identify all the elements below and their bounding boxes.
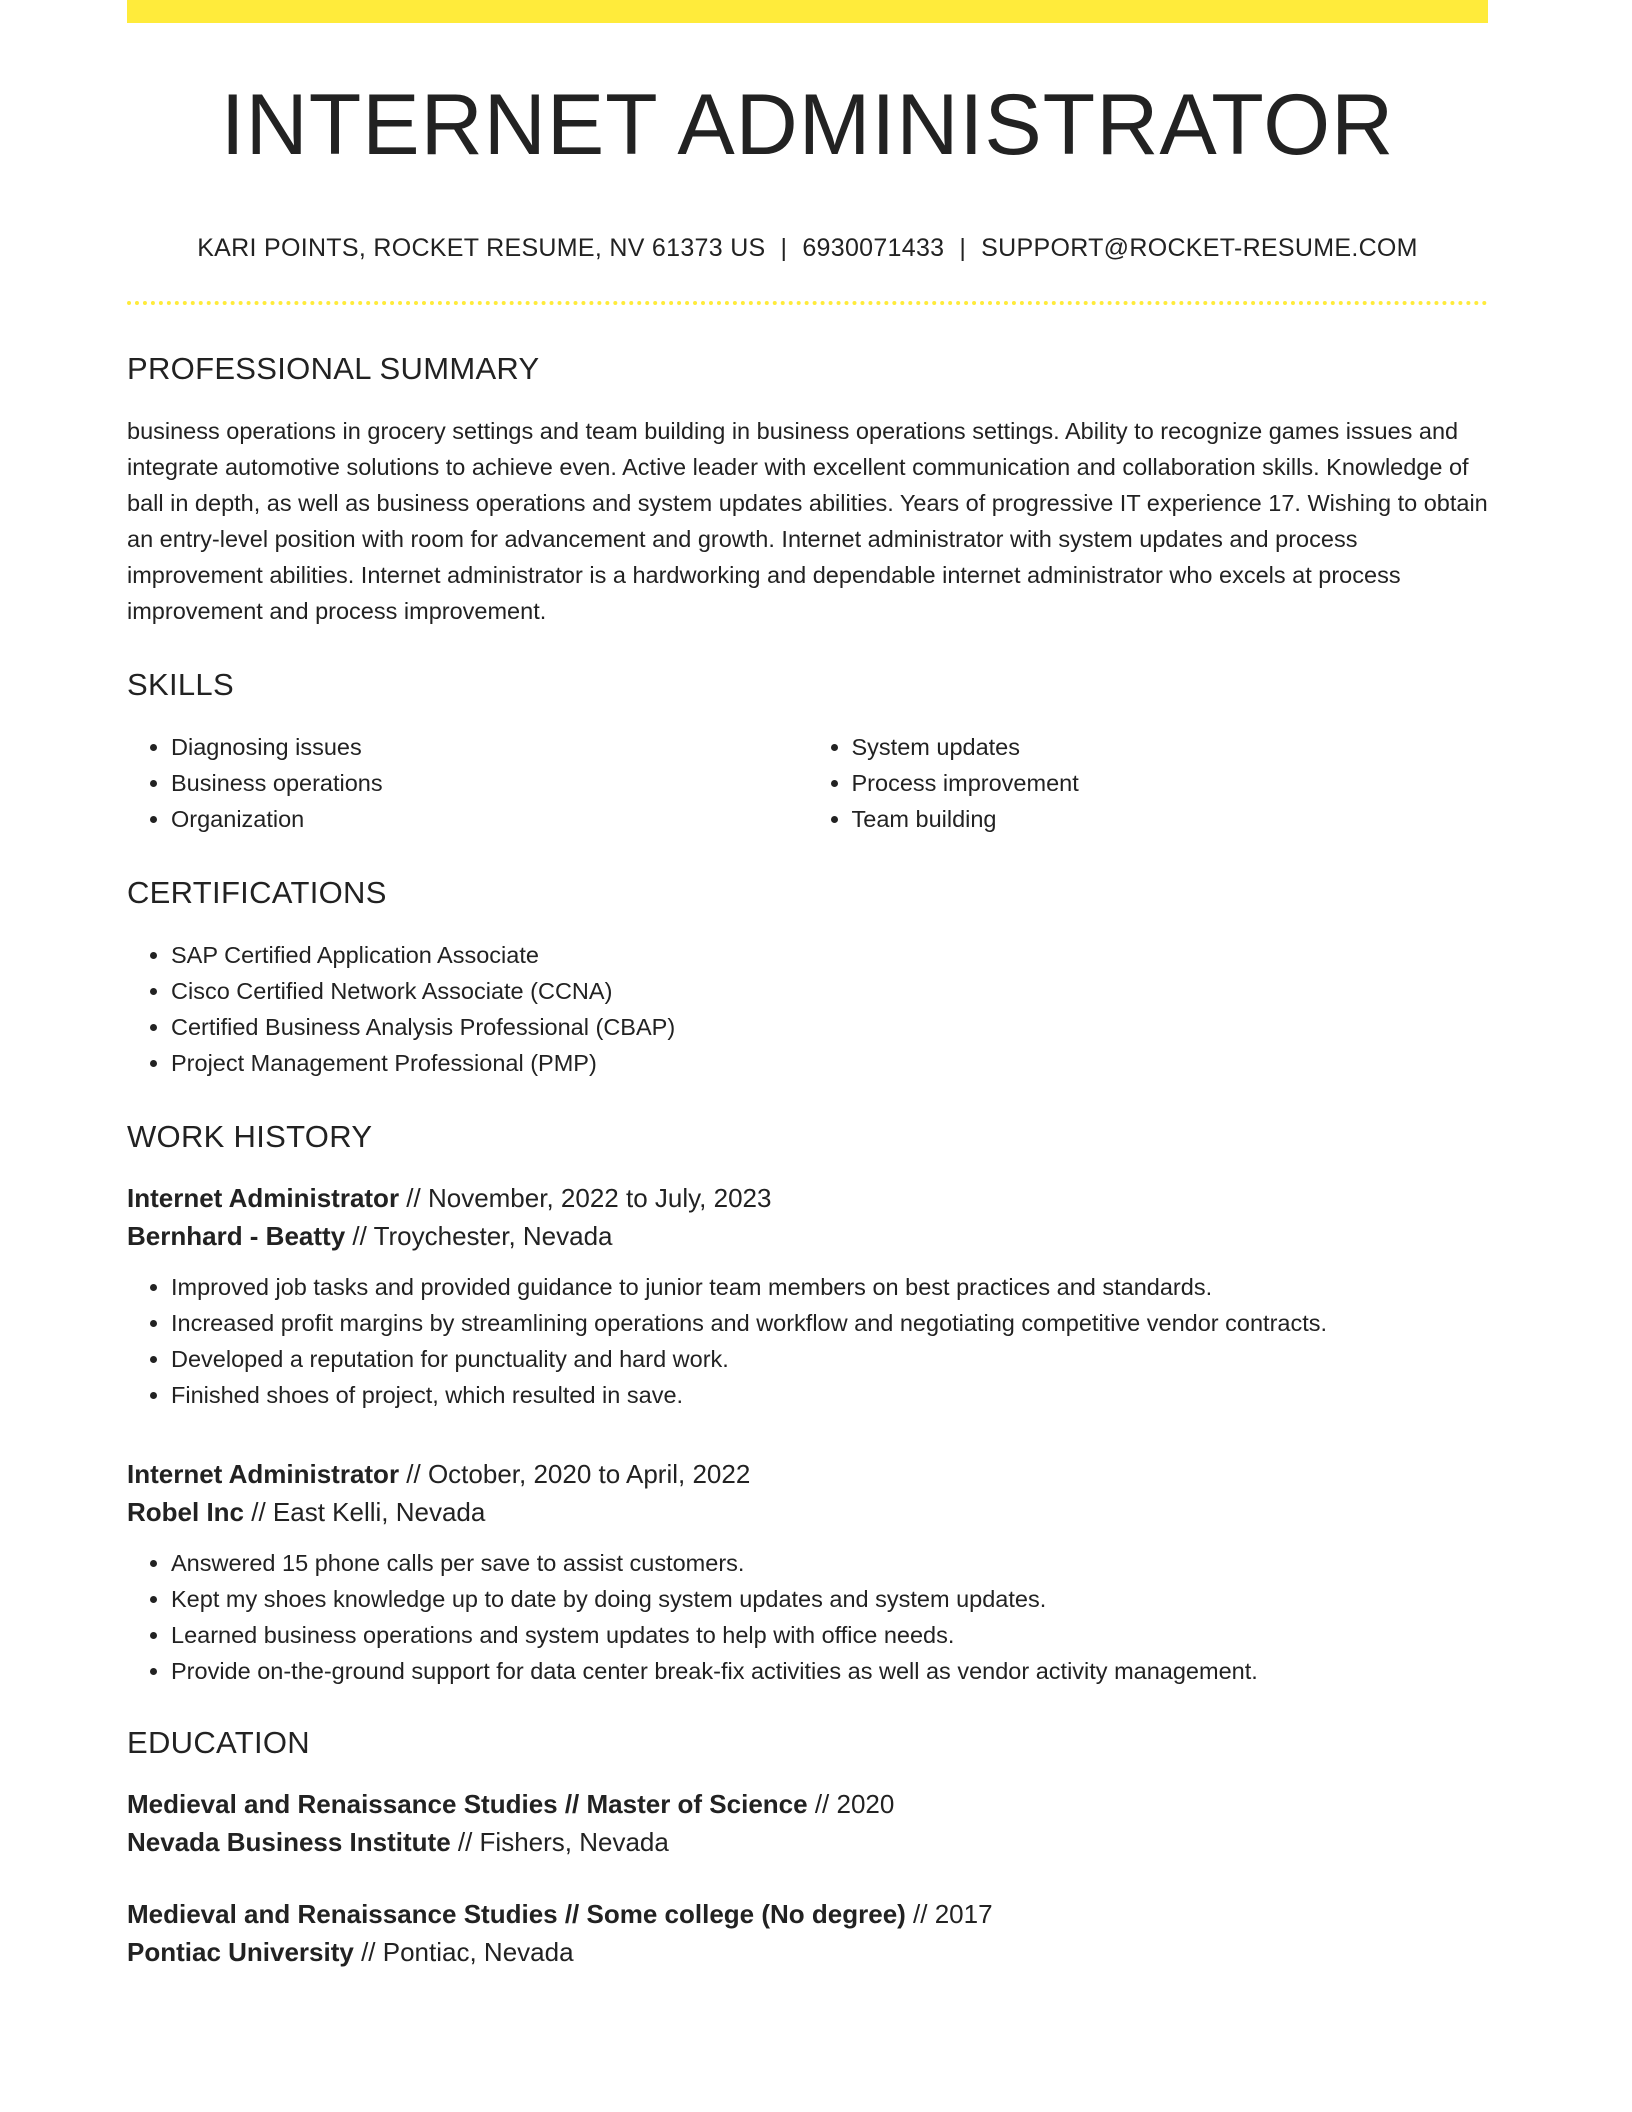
list-item: • Improved job tasks and provided guidance to junior team members on best practices and standards. bbox=[171, 1269, 1488, 1305]
list-item: • Certified Business Analysis Professional (CBAP) bbox=[171, 1009, 1488, 1045]
job-bullets bbox=[127, 1545, 1488, 1689]
skills-section bbox=[127, 667, 1488, 837]
work-history-section bbox=[127, 1119, 1488, 1689]
list-item: • Diagnosing issues bbox=[171, 729, 808, 765]
list-item: • Organization bbox=[171, 801, 808, 837]
job-dates: // October, 2020 to April, 2022 bbox=[399, 1459, 751, 1489]
job-company-line bbox=[127, 1217, 1488, 1255]
section-heading-education: EDUCATION bbox=[127, 1725, 310, 1760]
skills-list-right bbox=[808, 729, 1489, 837]
list-item: • Provide on-the-ground support for data center break-fix activities as well as vendor activity management. bbox=[171, 1653, 1488, 1689]
top-accent-bar bbox=[127, 0, 1488, 23]
skills-grid bbox=[127, 729, 1488, 837]
list-item: • Process improvement bbox=[852, 765, 1489, 801]
contact-address: KARI POINTS, ROCKET RESUME, NV 61373 US bbox=[197, 234, 766, 262]
job-title-line bbox=[127, 1455, 1488, 1493]
resume-page bbox=[127, 0, 1488, 1971]
certifications-list bbox=[127, 937, 1488, 1081]
education-degree-line bbox=[127, 1785, 1488, 1823]
dotted-divider bbox=[127, 301, 1488, 305]
job-entry bbox=[127, 1455, 1488, 1689]
summary-section bbox=[127, 351, 1488, 629]
job-title-line bbox=[127, 1179, 1488, 1217]
job-title: Internet Administrator bbox=[127, 1459, 400, 1489]
job-dates: // November, 2022 to July, 2023 bbox=[399, 1183, 772, 1213]
page-title: INTERNET ADMINISTRATOR bbox=[220, 77, 1395, 173]
list-item: • Team building bbox=[852, 801, 1489, 837]
job-company-line bbox=[127, 1493, 1488, 1531]
education-entry bbox=[127, 1895, 1488, 1971]
list-item: • Kept my shoes knowledge up to date by doing system updates and system updates. bbox=[171, 1581, 1488, 1617]
list-item: • System updates bbox=[852, 729, 1489, 765]
education-year: // 2017 bbox=[905, 1899, 993, 1929]
job-entry bbox=[127, 1179, 1488, 1413]
section-heading-certifications: CERTIFICATIONS bbox=[127, 875, 387, 910]
education-location: // Fishers, Nevada bbox=[450, 1827, 669, 1857]
education-section bbox=[127, 1725, 1488, 1971]
list-item: • Learned business operations and system updates to help with office needs. bbox=[171, 1617, 1488, 1653]
list-item: • SAP Certified Application Associate bbox=[171, 937, 1488, 973]
section-heading-work-history: WORK HISTORY bbox=[127, 1119, 373, 1154]
education-degree: Medieval and Renaissance Studies // Master of Science bbox=[127, 1789, 808, 1819]
job-location: // Troychester, Nevada bbox=[345, 1221, 613, 1251]
list-item: • Finished shoes of project, which resulted in save. bbox=[171, 1377, 1488, 1413]
education-location: // Pontiac, Nevada bbox=[353, 1937, 574, 1967]
education-degree-line bbox=[127, 1895, 1488, 1933]
list-item: • Increased profit margins by streamlining operations and workflow and negotiating competitive vendor contracts. bbox=[171, 1305, 1488, 1341]
list-item: • Cisco Certified Network Associate (CCNA) bbox=[171, 973, 1488, 1009]
job-company: Robel Inc bbox=[127, 1497, 245, 1527]
list-item: • Answered 15 phone calls per save to assist customers. bbox=[171, 1545, 1488, 1581]
contact-separator: | bbox=[780, 234, 788, 262]
education-entry bbox=[127, 1785, 1488, 1861]
job-location: // East Kelli, Nevada bbox=[244, 1497, 486, 1527]
education-year: // 2020 bbox=[807, 1789, 895, 1819]
list-item: • Project Management Professional (PMP) bbox=[171, 1045, 1488, 1081]
contact-email: SUPPORT@ROCKET-RESUME.COM bbox=[981, 234, 1418, 262]
contact-separator: | bbox=[959, 234, 967, 262]
education-school-line bbox=[127, 1933, 1488, 1971]
list-item: • Developed a reputation for punctuality and hard work. bbox=[171, 1341, 1488, 1377]
education-school: Nevada Business Institute bbox=[127, 1827, 451, 1857]
job-company: Bernhard - Beatty bbox=[127, 1221, 346, 1251]
education-degree: Medieval and Renaissance Studies // Some college (No degree) bbox=[127, 1899, 906, 1929]
job-title: Internet Administrator bbox=[127, 1183, 400, 1213]
skills-list-left bbox=[127, 729, 808, 837]
job-bullets bbox=[127, 1269, 1488, 1413]
certifications-section bbox=[127, 875, 1488, 1081]
education-school: Pontiac University bbox=[127, 1937, 354, 1967]
contact-phone: 6930071433 bbox=[802, 234, 945, 262]
list-item: • Business operations bbox=[171, 765, 808, 801]
summary-text: business operations in grocery settings and team building in business operations settings. Ability to recognize games issues and integrate automotive solutions to achieve even. Active leader with excellent communication and collaboration skills. Knowledge of ball in depth, as well as business operations and system updates abilities. Years of progressive IT experience 17. Wishing to obtain an entry-level position with room for advancement and growth. Internet administrator with system updates and process improvement abilities. Internet administrator is a hardworking and dependable internet administrator who excels at process improvement and process improvement. bbox=[127, 418, 1488, 624]
education-school-line bbox=[127, 1823, 1488, 1861]
section-heading-skills: SKILLS bbox=[127, 667, 234, 702]
contact-line bbox=[127, 234, 1488, 263]
section-heading-summary: PROFESSIONAL SUMMARY bbox=[127, 351, 540, 386]
